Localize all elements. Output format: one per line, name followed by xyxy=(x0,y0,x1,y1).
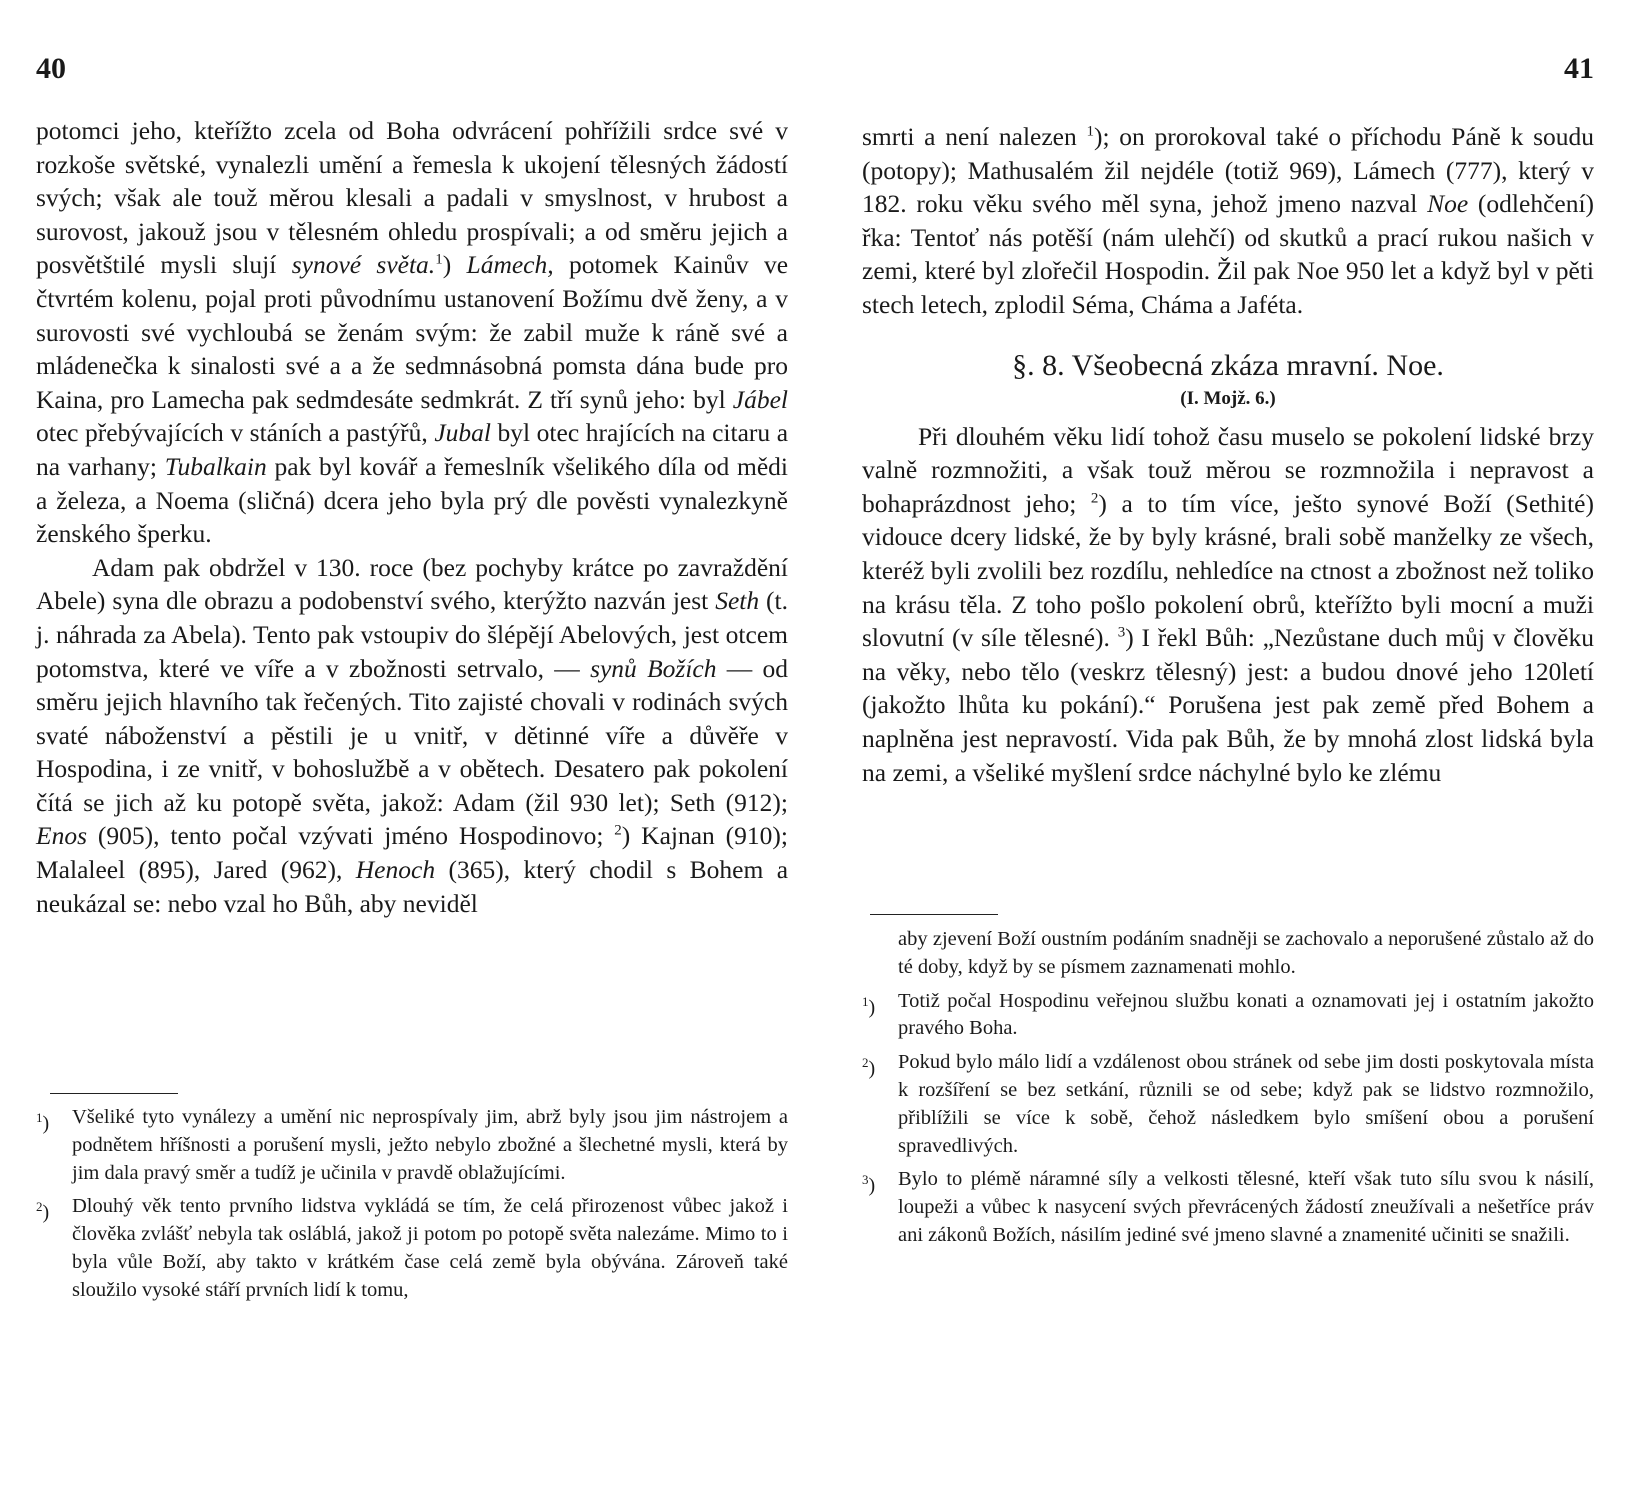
paragraph: smrti a není nalezen $^1$); on prorokoval také o příchodu Páně k soudu (potopy); Mathusalém žil nejdéle (totiž 969), Lámech (777), který v 182. roku věku svého měl syna, jehož jmeno nazval Noe (odlehčení) řka: Tentoť nás potěší (nám ulehčí) od skutků a prací rukou našich v zemi, které byl zlořečil Hospodin. Žil pak Noe 950 let a když byl v pěti stech letech, zplodil Séma, Cháma a Jaféta. xyxy=(862,122,1595,319)
paragraph: Adam pak obdržel v 130. roce (bez pochyby krátce po zavraždění Abele) syna dle obrazu a podobenství svého, kterýžto nazván jest Seth (t. j. náhrada za Abela). Tento pak vstoupiv do šlépějí Abelových, jest otcem potomstva, které ve víře a v zbožnosti setrvalo, — synů Božích — od směru jejich hlavního tak řečených. Tito zajisté chovali v rodinách svých svaté náboženství a pěstili je u vnitř, v dětinné víře a důvěře v Hospodina, i ze vnitř, v bohoslužbě a v obětech. Desatero pak pokolení čítá se jich až ku potopě světa, jakož: Adam (žil 930 let); Seth (912); Enos (905), tento počal vzývati jméno Hospodinovo; $^2$) Kajnan (910); Malaleel (895), Jared (962), Henoch (365), který chodil s Bohem a neukázal se: nebo vzal ho Bůh, aby neviděl xyxy=(36,552,789,918)
paragraph: potomci jeho, kteřížto zcela od Boha odvrácení pohřížili srdce své v rozkoše světské, vynalezli umění a řemesla k ukojení tělesných žádostí svých; však ale touž měrou klesali a padali v smyslnost, v hrubost a surovost, jakouž jsou v tělesném ohledu prospívali; a od směru jejich a posvětštilé mysli slují synové světa.$^1$) Lámech, potomek Kainův ve čtvrtém kolenu, pojal proti původnímu ustanovení Božímu dvě ženy, a v surovosti své vychloubá se ženám svým: že zabil muže k ráně své a mládenečka k sinalosti své a a že sedmnásobná pomsta dána bude pro Kaina, pro Lamecha pak sedmdesáte sedmkrát. Z tří synů jeho: byl Jábel otec přebývajících v stáních a pastýřů, Jubal byl otec hrajících na citaru a na varhany; Tubalkain pak byl kovář a řemeslník všelikého díla od mědi a železa, a Noema (sličná) dcera jeho byla prý dle pověsti vynalezkyně ženského šperku. xyxy=(36,116,789,549)
footnote-divider xyxy=(870,914,998,915)
footnotes-left xyxy=(36,1104,788,1311)
footnote-divider xyxy=(50,1093,178,1094)
footnotes-right xyxy=(862,926,1594,1256)
section-reference: (I. Mojž. 6.) xyxy=(1180,387,1276,409)
footnote: $^2$) Dlouhý věk tento prvního lidstva vykládá se tím, že celá přirozenost vůbec jakož i člověka zvlášť nebyla tak osláblá, jakož ji potom po potopě světa nalezáme. Mimo to i byla vůle Boží, aby takto v krátkém čase celá země byla obývána. Zároveň také sloužilo vysoké stáří prvních lidí k tomu, xyxy=(36,1195,788,1301)
footnote-ref[interactable]: 3 xyxy=(1117,624,1126,641)
footnote-ref[interactable]: 2 xyxy=(614,822,622,839)
paragraph: Při dlouhém věku lidí tohož času muselo se pokolení lidské brzy valně rozmnožiti, a však touž měrou se rozmnožila i nepravost a bohaprázdnost jeho; $^2$) a to tím více, ješto synové Boží (Sethité) vidouce dcery lidské, že by byly krásné, brali sobě manželky ze všech, kteréž byli zvolili bez rozdílu, nehledíce na ctnost a zbožnost než toliko na krásu těla. Z toho pošlo pokolení obrů, kteřížto byli mocní a muži slovutní (v síle tělesné). $^3$) I řekl Bůh: „Nezůstane duch můj v člověku na věky, nebo tělo (veskrz tělesný) jest: a budou dnové jeho 120letí (jakožto lhůta ku pokání).“ Porušena jest pak země před Bohem a naplněna jest nepravostí. Vida pak Bůh, že by mnohá zlost lidská byla na zemi, a všeliké myšlení srdce náchylné bylo ke zlému xyxy=(862,421,1594,787)
footnote: $^1$) Totiž počal Hospodinu veřejnou službu konati a oznamovati jej i ostatním jakožto pravého Boha. xyxy=(862,989,1594,1040)
page-number-left: 40 xyxy=(36,52,66,85)
footnote: $^2$) Pokud bylo málo lidí a vzdálenost obou stránek od sebe jim dosti poskytovala místa k rozšíření se bez setkání, různili se od sebe; když pak se lidstvo rozmnožilo, přiblížili se více k sobě, čehož následkem bylo smíšení obou a porušení spravedlivých. xyxy=(862,1051,1594,1157)
section-heading: §. 8. Všeobecná zkáza mravní. Noe. xyxy=(1012,348,1444,382)
left-page-body xyxy=(36,114,788,920)
footnote: $^1$) Všeliké tyto vynálezy a umění nic neprospívaly jim, abrž byly jsou jim nástrojem a podnětem hříšnosti a porušení mysli, ježto nebylo zbožné a šlechetné mysli, která by jim dala pravý směr a tudíž je učinila v pravdě oblažujícími. xyxy=(36,1106,788,1184)
footnote-ref[interactable]: 2 xyxy=(1090,490,1099,507)
footnote-ref[interactable]: 1 xyxy=(435,251,443,268)
footnote-continuation: aby zjevení Boží oustním podáním snadněji se zachovalo a neporušené zůstalo až do té doby, když by se písmem zaznamenati mohlo. xyxy=(898,928,1594,978)
footnote-ref[interactable]: 1 xyxy=(1086,123,1094,140)
left-page xyxy=(36,0,788,1500)
page-number-right: 41 xyxy=(1564,52,1594,85)
right-page xyxy=(862,0,1594,1500)
footnote: $^3$) Bylo to plémě náramné síly a velkosti tělesné, kteří však tuto sílu svou k násilí, loupeži a vůbec k nasycení svých převrácených žádostí zneužívali a nešetříce práv ani zákonů Božích, násilím jediné své jmeno slavné a znamenité učiniti se snažili. xyxy=(862,1168,1594,1246)
right-page-body xyxy=(862,120,1594,789)
